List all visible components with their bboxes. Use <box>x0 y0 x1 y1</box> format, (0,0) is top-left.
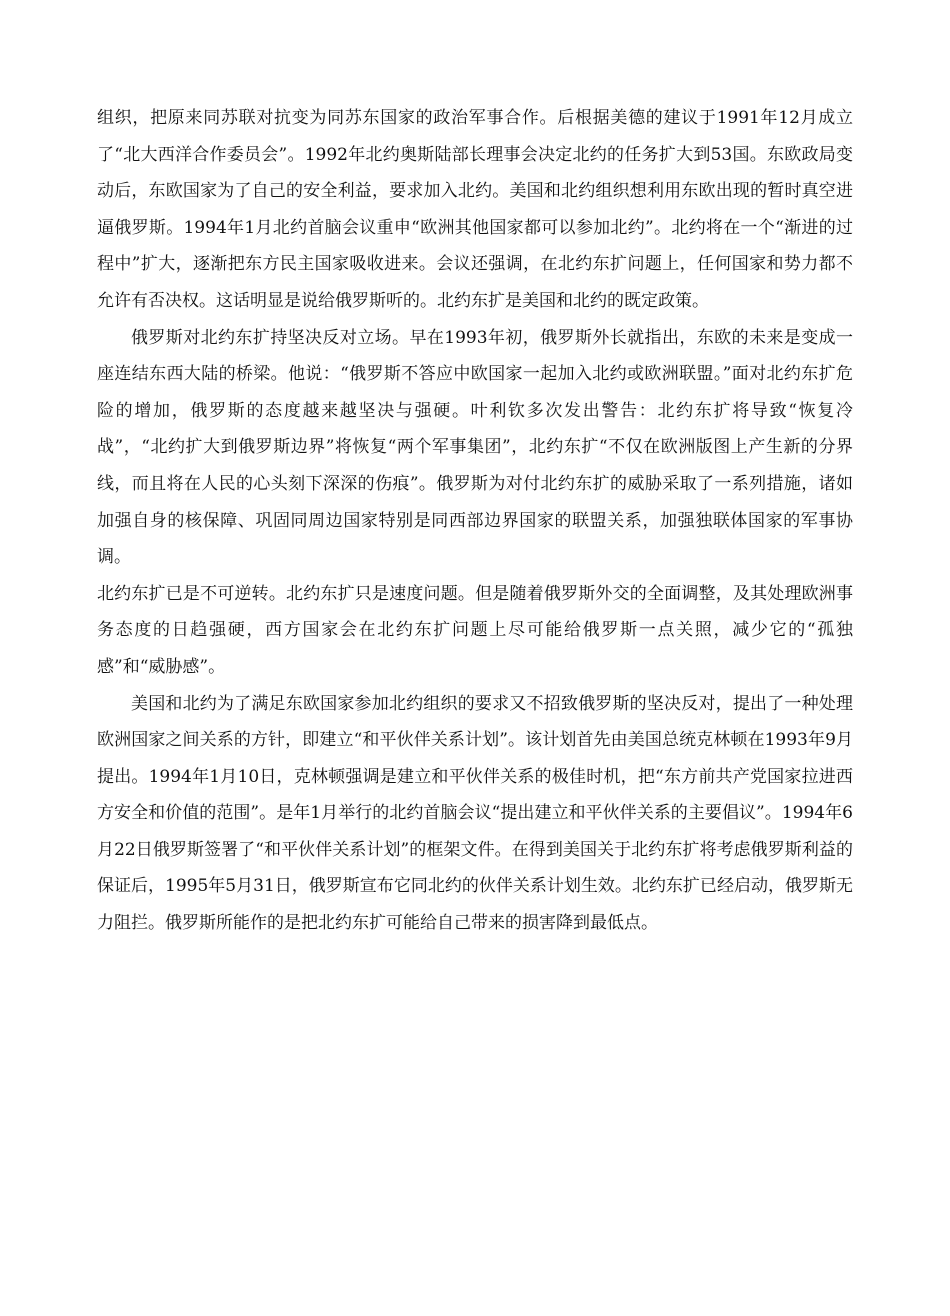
paragraph-partnership-for-peace: 美国和北约为了满足东欧国家参加北约组织的要求又不招致俄罗斯的坚决反对，提出了一种处理欧洲国家之间关系的方针，即建立“和平伙伴关系计划”。该计划首先由美国总统克林顿在1993年9月提出。1994年1月10日，克林顿强调是建立和平伙伴关系的极佳时机，把“东方前共产党国家拉进西方安全和价值的范围”。是年1月举行的北约首脑会议“提出建立和平伙伴关系的主要倡议”。1994年6月22日俄罗斯签署了“和平伙伴关系计划”的框架文件。在得到美国关于北约东扩将考虑俄罗斯利益的保证后，1995年5月31日，俄罗斯宣布它同北约的伙伴关系计划生效。北约东扩已经启动，俄罗斯无力阻拦。俄罗斯所能作的是把北约东扩可能给自己带来的损害降到最低点。 <box>97 693 853 934</box>
document-body <box>97 100 853 942</box>
paragraph-russia-opposition: 俄罗斯对北约东扩持坚决反对立场。早在1993年初，俄罗斯外长就指出，东欧的未来是变成一座连结东西大陆的桥梁。他说：“俄罗斯不答应中欧国家一起加入北约或欧洲联盟。”面对北约东扩危险的增加，俄罗斯的态度越来越坚决与强硬。叶利钦多次发出警告：北约东扩将导致“恢复冷战”，“北约扩大到俄罗斯边界”将恢复“两个军事集团”，北约东扩“不仅在欧洲版图上产生新的分界线，而且将在人民的心头刻下深深的伤痕”。俄罗斯为对付北约东扩的威胁采取了一系列措施，诸如加强自身的核保障、巩固同周边国家特别是同西部边界国家的联盟关系，加强独联体国家的军事协调。 <box>97 327 853 568</box>
paragraph-nato-expansion-policy: 组织，把原来同苏联对抗变为同苏东国家的政治军事合作。后根据美德的建议于1991年12月成立了“北大西洋合作委员会”。1992年北约奥斯陆部长理事会决定北约的任务扩大到53国。东欧政局变动后，东欧国家为了自己的安全利益，要求加入北约。美国和北约组织想利用东欧出现的暂时真空进逼俄罗斯。1994年1月北约首脑会议重申“欧洲其他国家都可以参加北约”。北约将在一个“渐进的过程中”扩大，逐渐把东方民主国家吸收进来。会议还强调，在北约东扩问题上，任何国家和势力都不允许有否决权。这话明显是说给俄罗斯听的。北约东扩是美国和北约的既定政策。 <box>97 108 853 311</box>
paragraph-irreversible-expansion: 北约东扩已是不可逆转。北约东扩只是速度问题。但是随着俄罗斯外交的全面调整，及其处理欧洲事务态度的日趋强硬，西方国家会在北约东扩问题上尽可能给俄罗斯一点关照，减少它的“孤独感”和“威胁感”。 <box>97 583 853 677</box>
